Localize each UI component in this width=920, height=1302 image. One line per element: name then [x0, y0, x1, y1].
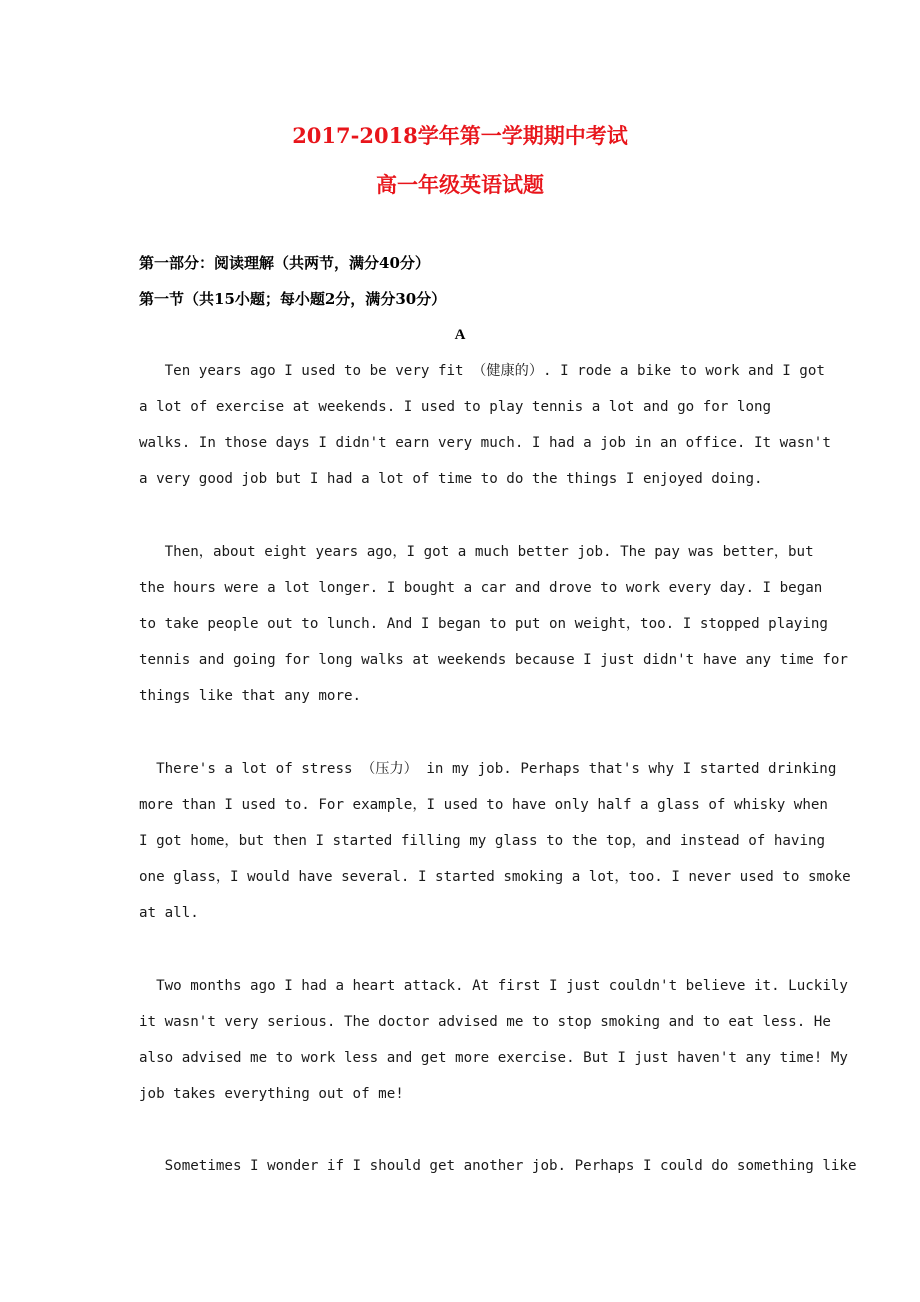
paragraph-line: a very good job but I had a lot of time to do the things I enjoyed doing. — [139, 471, 763, 488]
paragraph-line: it wasn't very serious. The doctor advised me to stop smoking and to eat less. He — [139, 1014, 831, 1031]
paragraph-line: Ten years ago I used to be very fit （健康的）. I rode a bike to work and I got — [139, 363, 825, 379]
paragraph-line: more than I used to. For example，I used to have only half a glass of whisky when — [139, 797, 828, 814]
exam-title: 2017-2018学年第一学期期中考试 — [292, 123, 628, 148]
paragraph-line: also advised me to work less and get more exercise. But I just haven't any time! My — [139, 1050, 848, 1067]
paragraph-line: at all. — [139, 905, 199, 922]
paragraph-line: one glass，I would have several. I started smoking a lot，too. I never used to smoke — [139, 869, 851, 886]
paragraph-line: Then，about eight years ago，I got a much better job. The pay was better，but — [139, 544, 814, 560]
paragraph-line: Two months ago I had a heart attack. At first I just couldn't believe it. Luckily — [139, 978, 848, 994]
paragraph-line: tennis and going for long walks at weekends because I just didn't have any time for — [139, 652, 848, 669]
subsection-heading: 第一节（共15小题；每小题2分，满分30分） — [139, 290, 447, 308]
passage-paragraph-2 — [139, 534, 848, 714]
paragraph-line: I got home，but then I started filling my glass to the top，and instead of having — [139, 833, 826, 850]
paragraph-line: to take people out to lunch. And I began to put on weight，too. I stopped playing — [139, 616, 828, 633]
paragraph-line: things like that any more. — [139, 688, 362, 705]
paragraph-line: Sometimes I wonder if I should get another job. Perhaps I could do something like — [139, 1158, 857, 1174]
passage-paragraph-1 — [139, 353, 829, 497]
passage-paragraph-4 — [139, 968, 848, 1112]
paragraph-line: the hours were a lot longer. I bought a car and drove to work every day. I began — [139, 580, 823, 597]
passage-letter: A — [454, 327, 466, 343]
part-heading: 第一部分：阅读理解（共两节，满分40分） — [139, 254, 430, 272]
paragraph-line: walks. In those days I didn't earn very much. I had a job in an office. It wasn't — [139, 435, 831, 452]
passage-paragraph-5 — [139, 1148, 857, 1184]
passage-paragraph-3 — [139, 751, 851, 931]
exam-subtitle: 高一年级英语试题 — [376, 172, 544, 197]
paragraph-line: a lot of exercise at weekends. I used to play tennis a lot and go for long — [139, 399, 772, 416]
paragraph-line: job takes everything out of me! — [139, 1086, 404, 1103]
paragraph-line: There's a lot of stress （压力） in my job. Perhaps that's why I started drinking — [139, 761, 837, 777]
